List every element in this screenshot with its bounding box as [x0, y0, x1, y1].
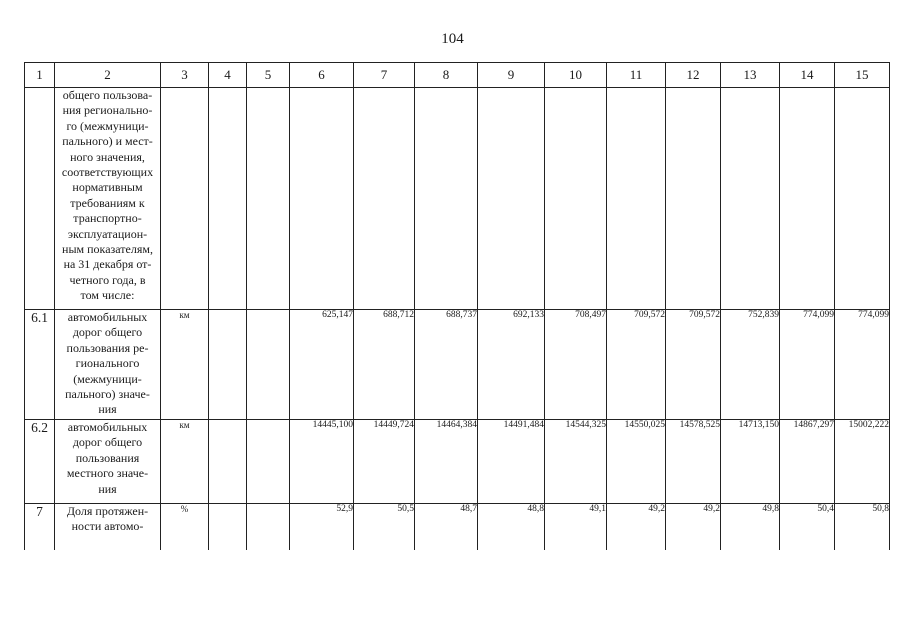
column-header: 12	[666, 63, 721, 88]
row-number: 6.1	[25, 310, 55, 420]
value-cell: 14550,025	[607, 420, 666, 504]
value-cell: 50,8	[835, 504, 890, 550]
value-cell: 48,8	[478, 504, 545, 550]
description-line: го (межмуници-	[66, 118, 149, 133]
description-line: эксплуатацион-	[67, 226, 148, 241]
column-header: 1	[25, 63, 55, 88]
header-row	[25, 63, 890, 88]
description-line: соответствующих	[61, 165, 154, 180]
value-cell: 709,572	[607, 310, 666, 420]
value-cell: 14491,484	[478, 420, 545, 504]
row-description	[55, 420, 161, 504]
value-cell: 709,572	[666, 310, 721, 420]
column-header: 8	[415, 63, 478, 88]
table-row	[25, 310, 890, 420]
description-line: ния регионально-	[62, 103, 153, 118]
description-line: общего пользова-	[62, 88, 153, 102]
description-line: дорог общего	[72, 325, 143, 340]
value-cell	[835, 88, 890, 310]
column-header: 9	[478, 63, 545, 88]
description-line: нормативным	[72, 180, 143, 195]
value-cell: 14578,525	[666, 420, 721, 504]
value-cell: 14867,297	[780, 420, 835, 504]
table-row	[25, 88, 890, 310]
data-table	[24, 62, 890, 550]
value-cell: 774,099	[835, 310, 890, 420]
row-unit: км	[161, 310, 209, 420]
table-row	[25, 504, 890, 550]
page-number: 104	[441, 31, 464, 47]
row-unit	[161, 88, 209, 310]
description-line: автомобильных	[67, 310, 148, 324]
column-header: 10	[545, 63, 607, 88]
column-header: 4	[209, 63, 247, 88]
value-cell: 50,5	[354, 504, 415, 550]
row-description	[55, 310, 161, 420]
description-line: дорог общего	[72, 435, 143, 450]
description-line: ности автомо-	[71, 519, 144, 534]
row-description	[55, 504, 161, 550]
value-cell: 14544,325	[545, 420, 607, 504]
description-line: на 31 декабря от-	[63, 257, 152, 272]
row-number	[25, 88, 55, 310]
description-line: пального) и мест-	[62, 134, 153, 149]
empty-cell	[247, 88, 290, 310]
description-line: пользования	[75, 450, 140, 465]
value-cell: 15002,222	[835, 420, 890, 504]
column-header: 15	[835, 63, 890, 88]
row-unit: км	[161, 420, 209, 504]
value-cell: 50,4	[780, 504, 835, 550]
column-header: 3	[161, 63, 209, 88]
empty-cell	[209, 504, 247, 550]
column-header: 11	[607, 63, 666, 88]
value-cell: 49,2	[666, 504, 721, 550]
value-cell: 14445,100	[290, 420, 354, 504]
value-cell: 688,712	[354, 310, 415, 420]
description-line: (межмуници-	[73, 371, 142, 386]
table-row	[25, 420, 890, 504]
value-cell: 49,8	[721, 504, 780, 550]
empty-cell	[247, 420, 290, 504]
value-cell: 14464,384	[415, 420, 478, 504]
value-cell: 52,9	[290, 504, 354, 550]
column-header: 6	[290, 63, 354, 88]
value-cell: 625,147	[290, 310, 354, 420]
value-cell: 692,133	[478, 310, 545, 420]
description-line: пального) значе-	[65, 387, 150, 402]
value-cell: 688,737	[415, 310, 478, 420]
row-number: 7	[25, 504, 55, 550]
row-description	[55, 88, 161, 310]
column-header: 2	[55, 63, 161, 88]
description-line: пользования ре-	[66, 340, 149, 355]
description-line: четного года, в	[69, 272, 146, 287]
description-line: ного значения,	[70, 149, 145, 164]
value-cell	[354, 88, 415, 310]
description-line: ния	[98, 481, 117, 496]
column-header: 7	[354, 63, 415, 88]
value-cell: 774,099	[780, 310, 835, 420]
empty-cell	[209, 310, 247, 420]
value-cell	[780, 88, 835, 310]
value-cell	[607, 88, 666, 310]
value-cell: 752,839	[721, 310, 780, 420]
value-cell: 708,497	[545, 310, 607, 420]
row-number: 6.2	[25, 420, 55, 504]
description-line: Доля протяжен-	[66, 504, 149, 518]
column-header: 13	[721, 63, 780, 88]
value-cell	[290, 88, 354, 310]
description-line: транспортно-	[73, 211, 142, 226]
description-line: гионального	[75, 356, 140, 371]
value-cell: 49,2	[607, 504, 666, 550]
empty-cell	[209, 420, 247, 504]
value-cell	[721, 88, 780, 310]
value-cell: 14713,150	[721, 420, 780, 504]
value-cell	[545, 88, 607, 310]
value-cell	[666, 88, 721, 310]
description-line: том числе:	[80, 288, 135, 303]
description-line: автомобильных	[67, 420, 148, 434]
description-line: ным показателям,	[62, 242, 153, 257]
description-line: требованиям к	[70, 195, 145, 210]
value-cell: 14449,724	[354, 420, 415, 504]
empty-cell	[247, 310, 290, 420]
column-header: 14	[780, 63, 835, 88]
value-cell: 48,7	[415, 504, 478, 550]
description-line: местного значе-	[66, 466, 149, 481]
empty-cell	[209, 88, 247, 310]
empty-cell	[247, 504, 290, 550]
value-cell: 49,1	[545, 504, 607, 550]
row-unit: %	[161, 504, 209, 550]
value-cell	[478, 88, 545, 310]
description-line: ния	[98, 402, 117, 417]
value-cell	[415, 88, 478, 310]
column-header: 5	[247, 63, 290, 88]
